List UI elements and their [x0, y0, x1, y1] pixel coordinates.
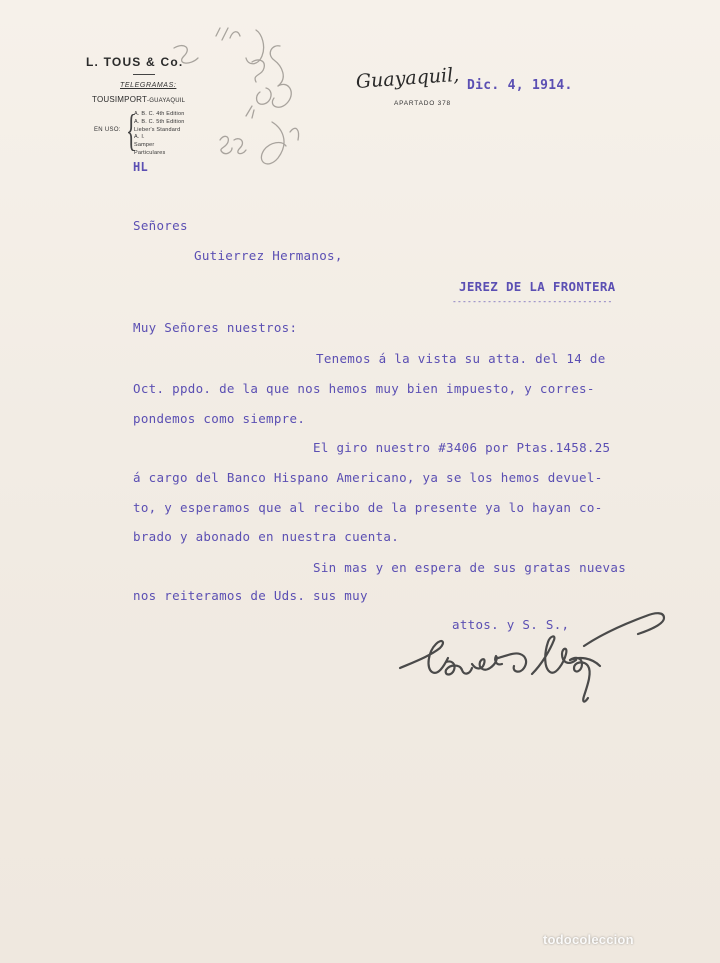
- cable-address-name: TOUSIMPORT: [92, 95, 148, 104]
- body-line: brado y abonado en nuestra cuenta.: [133, 529, 400, 544]
- addressee-name: Gutierrez Hermanos,: [194, 248, 343, 263]
- body-line: Oct. ppdo. de la que nos hemos muy bien impuesto, y corres-: [133, 381, 595, 396]
- code-item: Particulares: [134, 149, 166, 156]
- handwritten-signature: [394, 600, 674, 710]
- code-item: A. I.: [134, 134, 145, 141]
- code-item: Samper: [134, 142, 155, 149]
- watermark-logo: todocoleccion: [543, 932, 634, 947]
- code-item: Lieber's Standard: [134, 126, 181, 133]
- body-line: nos reiteramos de Uds. sus muy: [133, 588, 368, 603]
- body-line: Tenemos á la vista su atta. del 14 de: [316, 351, 606, 366]
- body-line: to, y esperamos que al recibo de la presente ya lo hayan co-: [133, 500, 603, 515]
- codes-brace: {: [126, 106, 137, 155]
- body-line: El giro nuestro #3406 por Ptas.1458.25: [313, 440, 611, 455]
- addressee-city: JEREZ DE LA FRONTERA: [459, 279, 616, 294]
- telegramas-label: TELEGRAMAS:: [120, 82, 177, 89]
- greeting: Muy Señores nuestros:: [133, 320, 298, 335]
- code-item: A. B. C. 5th Edition: [134, 118, 185, 125]
- body-line: pondemos como siempre.: [133, 411, 306, 426]
- letter-date: Dic. 4, 1914.: [467, 78, 573, 93]
- apartado: APARTADO 378: [394, 100, 451, 107]
- body-line: Sin mas y en espera de sus gratas nuevas: [313, 560, 627, 575]
- salutation-line: Señores: [133, 218, 188, 233]
- pencil-annotations: [160, 22, 310, 172]
- code-item: A. B. C. 4th Edition: [134, 111, 185, 117]
- body-line: á cargo del Banco Hispano Americano, ya se los hemos devuel-: [133, 470, 603, 485]
- cable-address-city: -GUAYAQUIL: [147, 98, 186, 104]
- company-name: L. TOUS & Co.: [86, 55, 184, 69]
- addressee-city-underline: --------------------------------: [452, 297, 613, 306]
- letterhead-city: Guayaquil,: [355, 63, 460, 93]
- en-uso-label: EN USO:: [94, 127, 121, 133]
- letterhead-divider: [133, 74, 155, 75]
- typist-initials: HL: [133, 160, 149, 174]
- closing: attos. y S. S.,: [452, 617, 570, 632]
